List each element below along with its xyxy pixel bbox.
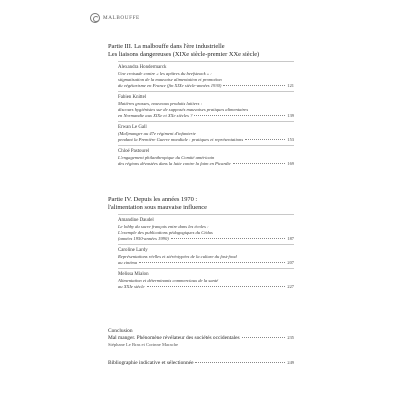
entry-title-line: au cinéma — [118, 260, 138, 266]
entry-author: Amandine Daudel — [118, 218, 154, 224]
running-header — [90, 13, 140, 23]
entry-page-number: 207 — [287, 260, 294, 266]
part-3-title-line-2: Les liaisons dangereuses (XIXe siècle-premier XXe siècle) — [108, 50, 260, 58]
entry-title-line: L'exemple des publications pédagogiques du Cédus — [118, 230, 213, 236]
entry-title-line: (années 1950-années 1990) — [118, 236, 169, 242]
dot-leader — [223, 85, 285, 86]
entry-page-number: 227 — [287, 284, 294, 290]
entry-page-number: 153 — [287, 137, 294, 143]
entry-page-number: 187 — [287, 236, 294, 242]
entry-title-line: Matières grasses, nouveaux produits laitiers : — [118, 101, 203, 107]
dot-leader — [195, 362, 285, 363]
entry-title-line: discours hygiénistes sur de supposés mauvaises pratiques alimentaires — [118, 107, 249, 113]
divider — [118, 121, 294, 122]
toc-entry-knittel[interactable] — [118, 95, 294, 119]
toc-entry-mialon[interactable] — [118, 272, 294, 290]
dot-leader — [139, 262, 285, 263]
bibliography-page-number: 249 — [287, 360, 294, 365]
entry-title-line: pendant la Première Guerre mondiale : pratiques et représentations — [118, 137, 244, 143]
entry-author: Caroline Lardy — [118, 248, 148, 254]
toc-entry-daudel[interactable] — [118, 218, 294, 242]
entry-page-number: 169 — [287, 161, 294, 167]
toc-entry-lardy[interactable] — [118, 248, 294, 266]
dot-leader — [233, 163, 286, 164]
entry-page-number: 139 — [287, 113, 294, 119]
conclusion-title: Mal manger. Phénomène révélateur des sociétés occidentales — [108, 334, 240, 341]
conclusion-section[interactable] — [108, 328, 294, 348]
entry-title-line: Une croisade contre « les apôtres du beefsteack » : — [118, 71, 212, 77]
dot-leader — [147, 286, 286, 287]
publisher-logo-icon — [90, 13, 100, 23]
entry-page-number: 121 — [287, 83, 294, 89]
entry-title-line: du végétarisme en France (fin XIXe siècle-années 1930) — [118, 83, 222, 89]
bibliography-title: Bibliographie indicative et sélectionnée — [108, 360, 194, 366]
entry-title-line: au XXIe siècle — [118, 284, 145, 290]
divider — [118, 61, 294, 62]
part-4-title-line-2: l'alimentation sous mauvaise influence — [108, 203, 207, 211]
dot-leader — [245, 139, 285, 140]
bibliography-section[interactable] — [108, 360, 294, 367]
entry-title-line: en Normandie aux XIXe et XXe siècles ? — [118, 113, 193, 119]
dot-leader — [242, 337, 286, 338]
entry-title-line: Le lobby du sucre français entre dans les écoles : — [118, 224, 209, 230]
conclusion-page-number: 235 — [287, 334, 294, 340]
conclusion-authors: Stéphane Le Bras et Corinne Marache — [108, 341, 179, 347]
divider — [118, 145, 294, 146]
entry-author: Fabien Knittel — [118, 95, 147, 101]
entry-title-line: (Mal)manger au 47e régiment d'infanterie — [118, 131, 196, 137]
divider — [118, 244, 294, 245]
entry-title-line: L'engagement philanthropique du Comité américain — [118, 155, 215, 161]
entry-title-line: stigmatisation de la mauvaise alimentation et promotion — [118, 77, 222, 83]
dot-leader — [171, 238, 286, 239]
divider — [118, 214, 294, 215]
entry-author: Melissa Mialon — [118, 272, 149, 278]
toc-entry-pastourel[interactable] — [118, 149, 294, 167]
conclusion-heading: Conclusion — [108, 328, 133, 334]
entry-author: Erwan Le Gall — [118, 125, 147, 131]
part-3-section — [108, 43, 294, 167]
entry-title-line: Alimentation et déterminants commerciaux de la santé — [118, 278, 219, 284]
part-3-title-line-1: Partie III. La malbouffe dans l'ère industrielle — [108, 43, 225, 50]
toc-entry-hondermarck[interactable] — [118, 65, 294, 89]
running-head-text: MALBOUFFE — [103, 15, 140, 21]
toc-entry-le-gall[interactable] — [118, 125, 294, 143]
entry-title-line: des régions dévastées dans la lutte contre la faim en Picardie — [118, 161, 231, 167]
entry-author: Chloé Pastourel — [118, 149, 150, 155]
part-4-title-line-1: Partie IV. Depuis les années 1970 : — [108, 196, 198, 203]
dot-leader — [194, 115, 285, 116]
entry-author: Alexandra Hondermarck — [118, 65, 167, 71]
entry-title-line: Représentations réelles et stéréotypées de la culture du fast-food — [118, 254, 237, 260]
divider — [118, 268, 294, 269]
divider — [118, 91, 294, 92]
part-4-section — [108, 196, 294, 290]
